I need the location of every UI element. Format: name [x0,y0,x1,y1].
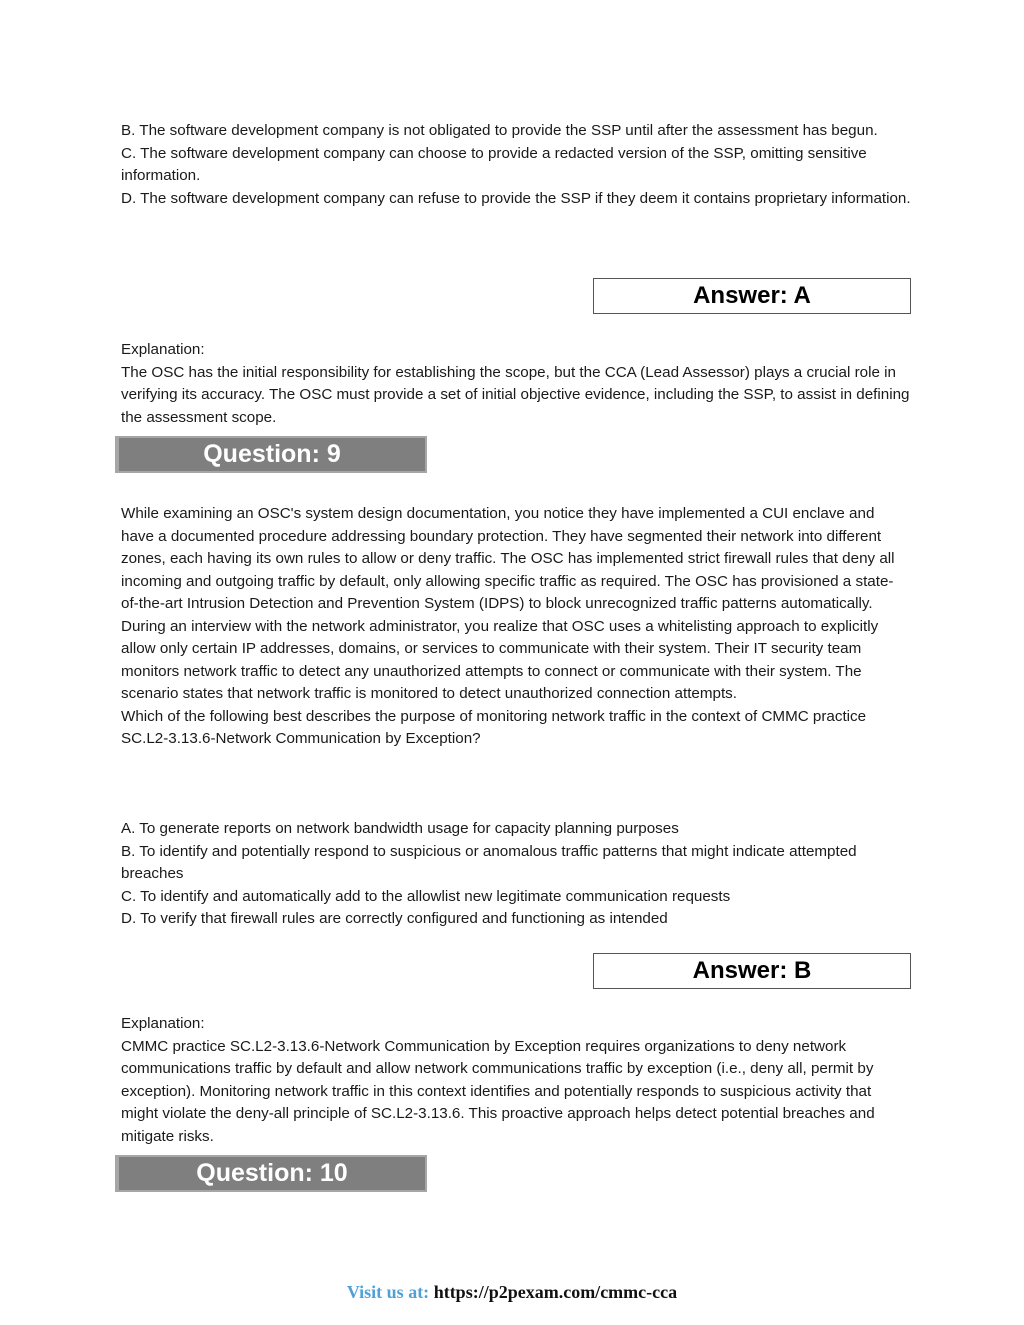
previous-question-options [121,120,911,210]
option-b: B. To identify and potentially respond to suspicious or anomalous traffic patterns that might indicate attempted breaches [121,842,857,882]
question-9-body [121,503,911,751]
explanation-text: The OSC has the initial responsibility for establishing the scope, but the CCA (Lead Assessor) plays a crucial role in verifying its accuracy. The OSC must provide a set of initial objective evidence, including the SSP, to assist in defining the assessment scope. [121,363,910,426]
option-c: C. The software development company can choose to provide a redacted version of the SSP, omitting sensitive information. [121,144,867,184]
question-stem: While examining an OSC's system design documentation, you notice they have implemented a CUI enclave and have a documented procedure addressing boundary protection. They have segmented their network into different zones, each having its own rules to allow or deny traffic. The OSC has implemented strict firewall rules that deny all incoming and outgoing traffic by default, only allowing specific traffic as required. The OSC has provisioned a state-of-the-art Intrusion Detection and Prevention System (IDPS) to block unrecognized traffic patterns automatically. During an interview with the network administrator, you realize that OSC uses a whitelisting approach to explicitly allow only certain IP addresses, domains, or services to communicate with their system. Their IT security team monitors network traffic to detect any unauthorized attempts to connect or communicate with their system. The scenario states that network traffic is monitored to detect unauthorized connection attempts. [121,505,895,702]
footer-link[interactable]: https://p2pexam.com/cmmc-cca [433,1282,678,1302]
footer-label: Visit us at: [346,1282,434,1302]
explanation-block-2 [121,1013,911,1148]
question-10-banner: Question: 10 [115,1155,427,1192]
question-9-options [121,818,911,931]
option-a: A. To generate reports on network bandwidth usage for capacity planning purposes [121,820,679,837]
answer-box-b: Answer: B [593,953,911,989]
explanation-text: CMMC practice SC.L2-3.13.6-Network Communication by Exception requires organizations to deny network communications traffic by default and allow network communications traffic by exception (i.e., deny all, permit by exception). Monitoring network traffic in this context identifies and potentially responds to suspicious activity that might violate the deny-all principle of SC.L2-3.13.6. This proactive approach helps detect potential breaches and mitigate risks. [121,1037,875,1145]
question-9-banner: Question: 9 [115,436,427,473]
explanation-block-1 [121,339,911,429]
option-d: D. The software development company can refuse to provide the SSP if they deem it contains proprietary information. [121,189,911,207]
option-b: B. The software development company is not obligated to provide the SSP until after the assessment has begun. [121,122,878,139]
footer [0,1282,1024,1303]
question-prompt: Which of the following best describes the purpose of monitoring network traffic in the context of CMMC practice SC.L2-3.13.6-Network Communication by Exception? [121,707,867,747]
option-c: C. To identify and automatically add to the allowlist new legitimate communication requests [121,887,731,905]
option-d: D. To verify that firewall rules are correctly configured and functioning as intended [121,910,668,927]
answer-box-a: Answer: A [593,278,911,314]
explanation-label: Explanation: [121,341,205,358]
explanation-label: Explanation: [121,1015,205,1032]
